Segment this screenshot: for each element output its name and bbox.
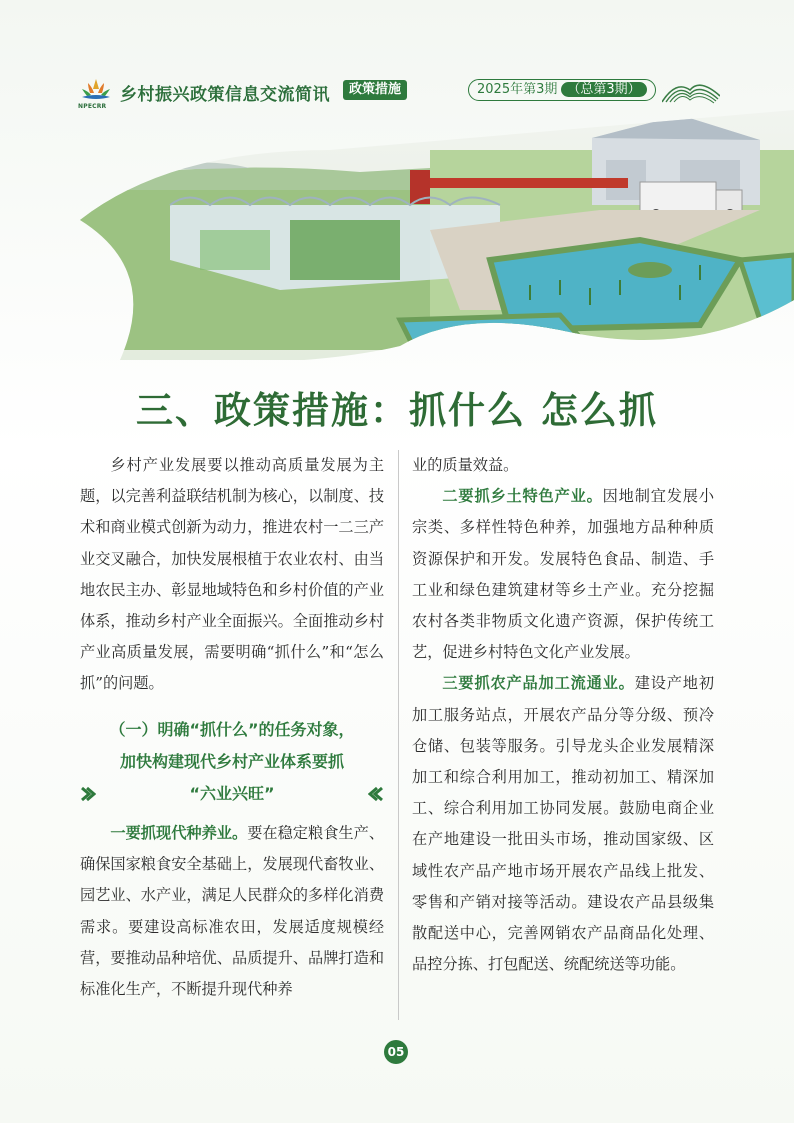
page-number: 05 — [384, 1040, 408, 1064]
subheading-line-1: （一）明确“抓什么”的任务对象， — [109, 720, 355, 739]
paragraph-1-body: 要在稳定粮食生产、确保国家粮食安全基础上，发展现代畜牧业、园艺业、水产业，满足人民群众的多样化消费需求。要建设高标准农田，发展适度规模经营，要推动品种培优、品质提升、品牌打造和标准化生产，不断提升现代种养 — [80, 824, 385, 999]
paragraph-3-lead: 三要抓农产品加工流通业。 — [442, 674, 635, 693]
paragraph-1-lead: 一要抓现代种养业。 — [110, 824, 248, 842]
paragraph-1 — [80, 818, 384, 1005]
paragraph-3-body: 建设产地初加工服务站点，开展农产品分等分级、预冷仓储、包装等服务。引导龙头企业发展精深加工和综合利用加工，推动初加工、精深加工、综合利用加工协同发展。鼓励电商企业在产地建设一批田头市场，推动国家级、区域性农产品产地市场开展农产品线上批发、零售和产销对接等活动。建设农产品县级集散配送中心，完善网销农产品商品化处理、品控分拣、打包配送、统配统送等功能。 — [412, 674, 715, 974]
left-column — [80, 450, 384, 700]
logo-text: NPECRR — [78, 103, 107, 110]
page-header — [0, 68, 794, 108]
left-column-lower — [80, 818, 384, 1005]
hero-illustration — [0, 110, 794, 360]
chevron-right-icon — [80, 786, 96, 802]
issue-pill — [468, 79, 656, 101]
paragraph-3 — [412, 668, 714, 980]
chevron-left-icon — [368, 786, 384, 802]
mountain-lines-icon — [662, 76, 720, 104]
paragraph-1-continued: 业的质量效益。 — [412, 456, 519, 474]
issue-number: 2025年第3期 — [477, 82, 558, 97]
paragraph-2-lead: 二要抓乡土特色产业。 — [442, 487, 603, 506]
section-subheading — [80, 714, 384, 810]
subheading-line-2: 加快构建现代乡村产业体系要抓 — [119, 752, 344, 771]
paragraph-2-body: 因地制宜发展小宗类、多样性特色种养，加强地方品种种质资源保护和开发。发展特色食品、制造、手工业和绿色建筑建材等乡土产业。充分挖掘农村各类非物质文化遗产资源，保护传统工艺，促进乡村特色文化产业发展。 — [412, 487, 715, 662]
paragraph-2 — [412, 481, 714, 668]
section-badge: 政策措施 — [343, 80, 407, 100]
article-title: 三、政策措施：抓什么 怎么抓 — [136, 388, 658, 432]
intro-paragraph: 乡村产业发展要以推动高质量发展为主题，以完善利益联结机制为核心，以制度、技术和商业模式创新为动力，推进农村一二三产业交叉融合，加快发展根植于农业农村、由当地农民主办、彰显地域特色和乡村价值的产业体系，推动乡村产业全面振兴。全面推动乡村产业高质量发展，需要明确“抓什么”和“怎么抓”的问题。 — [80, 456, 384, 693]
subheading-line-3: “六业兴旺” — [189, 784, 275, 803]
right-column — [412, 450, 714, 980]
issue-total: （总第3期） — [561, 82, 646, 97]
column-divider — [398, 450, 399, 1020]
publication-title: 乡村振兴政策信息交流简讯 — [120, 85, 330, 105]
